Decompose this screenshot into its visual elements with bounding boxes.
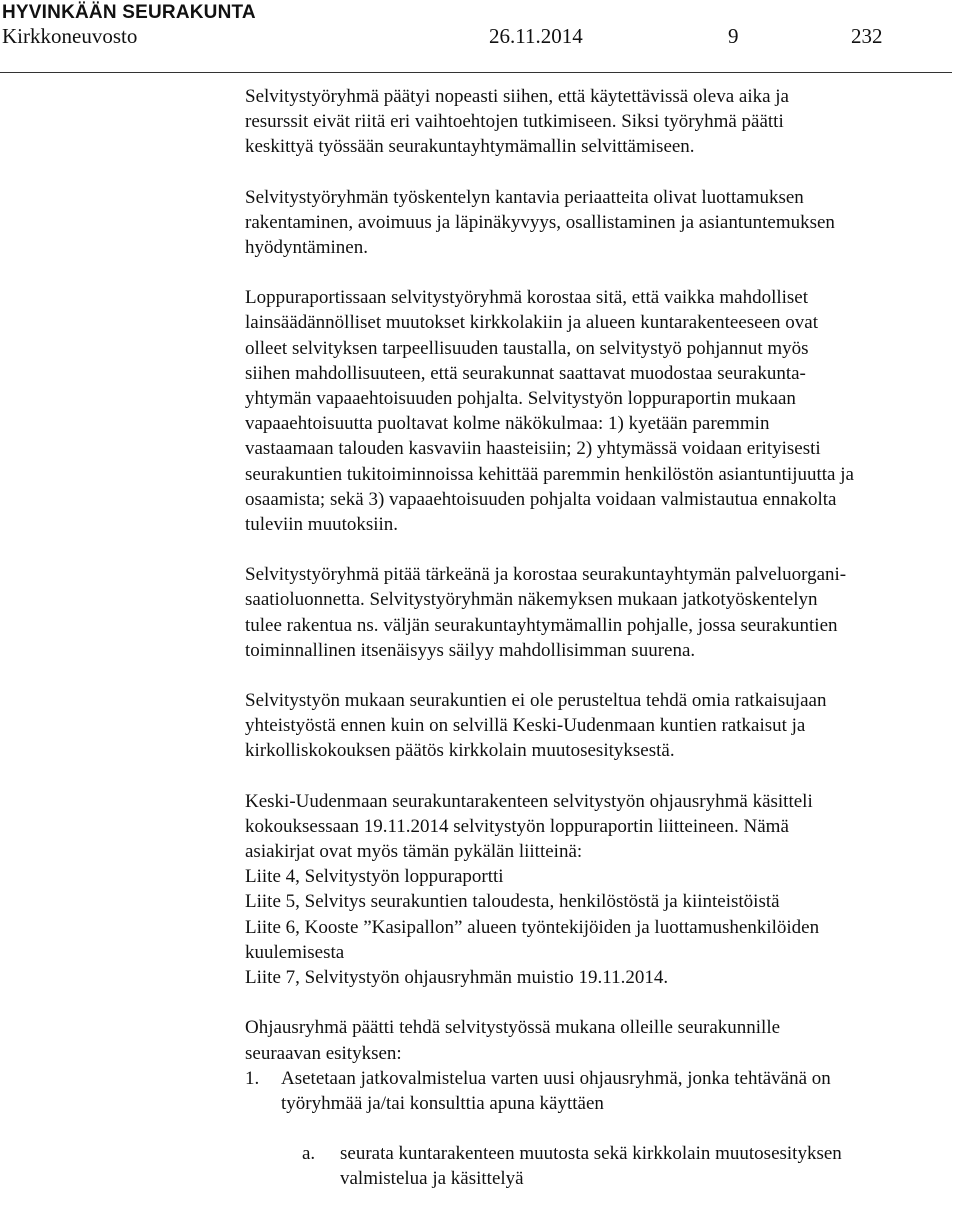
text-line: siihen mahdollisuuteen, että seurakunnat saattavat muodostaa seurakunta- — [245, 362, 806, 384]
meeting-date: 26.11.2014 — [489, 24, 583, 48]
text-line: toiminnallinen itsenäisyys säilyy mahdollisimman suurena. — [245, 639, 696, 661]
text-line: seurata kuntarakenteen muutosta sekä kirkkolain muutosesityksen — [340, 1143, 842, 1165]
text-line: seuraavan esityksen: — [245, 1042, 402, 1064]
meeting-body: Kirkkoneuvosto — [2, 24, 138, 48]
text-line: yhtymän vapaaehtoisuuden pohjalta. Selvitystyön loppuraportin mukaan — [245, 388, 796, 410]
organization-name: HYVINKÄÄN SEURAKUNTA — [2, 2, 256, 23]
text-line: lainsäädännölliset muutokset kirkkolakiin ja alueen kuntarakenteeseen ovat — [245, 312, 818, 334]
text-line: asiakirjat ovat myös tämän pykälän liitteinä: — [245, 841, 583, 863]
header-divider — [0, 72, 952, 73]
attachment-line: Liite 6, Kooste ”Kasipallon” alueen työntekijöiden ja luottamushenkilöiden — [245, 916, 820, 938]
text-line: osaamista; sekä 3) vapaaehtoisuuden pohjalta voidaan valmistautua ennakolta — [245, 488, 837, 510]
text-line: Keski-Uudenmaan seurakuntarakenteen selvitystyön ohjausryhmä käsitteli — [245, 790, 813, 812]
paragraph-6 — [245, 789, 960, 991]
text-line: rakentaminen, avoimuus ja läpinäkyvyys, osallistaminen ja asiantuntemuksen — [245, 211, 835, 233]
text-line: resurssit eivät riitä eri vaihtoehtojen tutkimiseen. Siksi työryhmä päätti — [245, 111, 784, 133]
text-line: Loppuraportissaan selvitystyöryhmä korostaa sitä, että vaikka mahdolliset — [245, 287, 809, 309]
list-item-1 — [245, 1066, 960, 1116]
attachment-line: Liite 4, Selvitystyön loppuraportti — [245, 866, 504, 888]
text-line: keskittyä työssään seurakuntayhtymämallin selvittämiseen. — [245, 136, 695, 158]
text-line: kirkolliskokouksen päätös kirkkolain muutosesityksestä. — [245, 740, 675, 762]
text-line: hyödyntäminen. — [245, 237, 368, 259]
text-line: seurakuntien tukitoiminnoissa kehittää paremmin henkilöstön asiantuntijuutta ja — [245, 463, 854, 485]
subitem-letter: a. — [302, 1143, 316, 1165]
text-line: Asetetaan jatkovalmistelua varten uusi ohjausryhmä, jonka tehtävänä on — [281, 1067, 831, 1089]
page-header — [0, 0, 960, 80]
attachment-line: Liite 7, Selvitystyön ohjausryhmän muistio 19.11.2014. — [245, 967, 669, 989]
attachment-line: kuulemisesta — [245, 941, 345, 963]
paragraph-2 — [245, 185, 960, 261]
text-line: vapaaehtoisuutta puoltavat kolme näkökulmaa: 1) kyetään paremmin — [245, 413, 770, 435]
section-number: 9 — [728, 24, 739, 48]
text-line: Selvitystyöryhmä pitää tärkeänä ja korostaa seurakuntayhtymän palveluorgani- — [245, 564, 847, 586]
text-line: tuleviin muutoksiin. — [245, 514, 399, 536]
paragraph-3 — [245, 285, 960, 537]
attachment-line: Liite 5, Selvitys seurakuntien taloudesta, henkilöstöstä ja kiinteistöistä — [245, 891, 780, 913]
text-line: Selvitystyön mukaan seurakuntien ei ole perusteltua tehdä omia ratkaisujaan — [245, 690, 827, 712]
text-line: olleet selvityksen tarpeellisuuden taustalla, on selvitystyö pohjannut myös — [245, 337, 809, 359]
text-line: Ohjausryhmä päätti tehdä selvitystyössä mukana olleille seurakunnille — [245, 1017, 781, 1039]
text-line: vastaamaan talouden kasvaviin haasteisiin; 2) yhtymässä voidaan erityisesti — [245, 438, 821, 460]
list-subitem-a — [245, 1141, 960, 1191]
text-line: yhteistyöstä ennen kuin on selvillä Keski-Uudenmaan kuntien ratkaisut ja — [245, 715, 806, 737]
paragraph-4 — [245, 562, 960, 663]
text-line: työryhmää ja/tai konsulttia apuna käyttäen — [281, 1092, 604, 1114]
text-line: Selvitystyöryhmä päätyi nopeasti siihen, että käytettävissä oleva aika ja — [245, 86, 789, 107]
paragraph-1 — [245, 84, 960, 160]
list-number: 1. — [245, 1067, 260, 1089]
text-line: valmistelua ja käsittelyä — [340, 1168, 524, 1190]
paragraph-5 — [245, 688, 960, 764]
text-line: saatioluonnetta. Selvitystyöryhmän näkemyksen mukaan jatkotyöskentelyn — [245, 589, 818, 611]
document-body — [245, 84, 960, 1192]
text-line: Selvitystyöryhmän työskentelyn kantavia periaatteita olivat luottamuksen — [245, 186, 804, 208]
text-line: kokouksessaan 19.11.2014 selvitystyön loppuraportin liitteineen. Nämä — [245, 815, 789, 837]
page-number: 232 — [851, 24, 883, 48]
text-line: tulee rakentua ns. väljän seurakuntayhtymämallin pohjalle, jossa seurakuntien — [245, 614, 838, 636]
paragraph-7 — [245, 1015, 960, 1065]
